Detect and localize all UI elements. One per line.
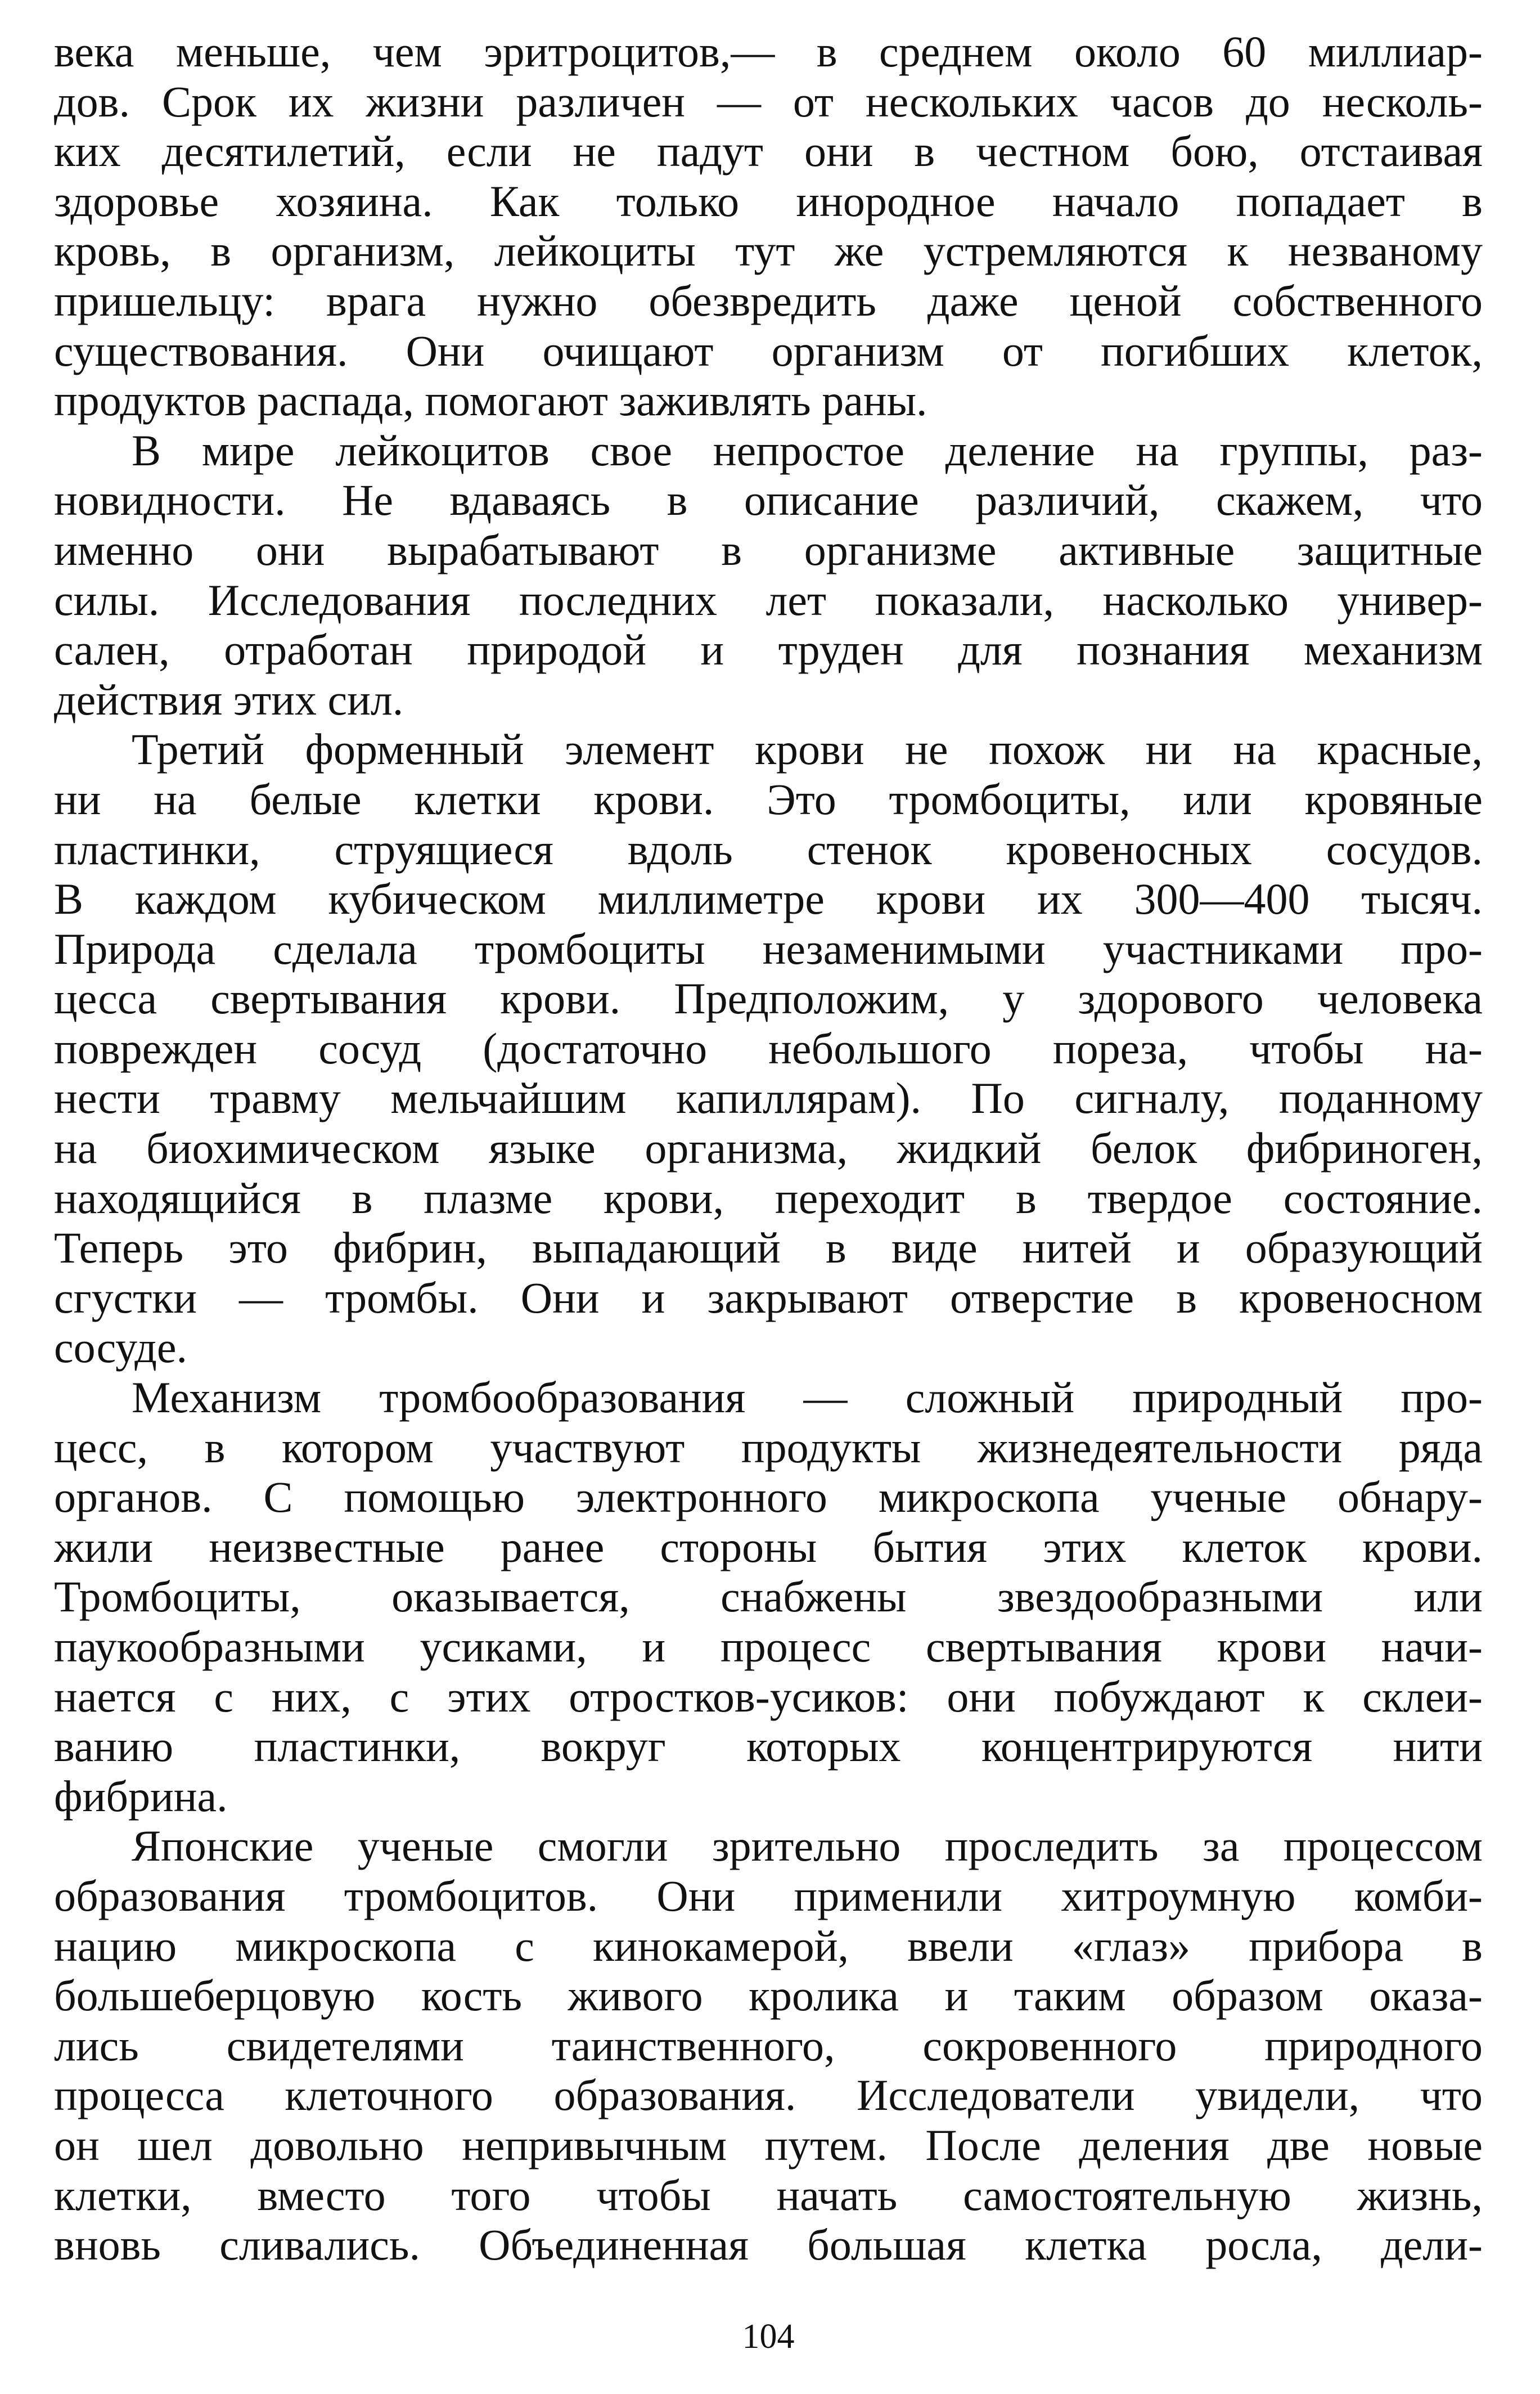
text-line: силы. Исследования последних лет показали, насколько универ- bbox=[54, 575, 1483, 625]
text-line: находящийся в плазме крови, переходит в твердое состояние. bbox=[54, 1173, 1483, 1223]
text-line: здоровье хозяина. Как только инородное начало попадает в bbox=[54, 176, 1483, 226]
text-line: паукообразными усиками, и процесс свертывания крови начи- bbox=[54, 1622, 1483, 1671]
text-line: процесса клеточного образования. Исследователи увидели, что bbox=[54, 2070, 1483, 2120]
text-line: ни на белые клетки крови. Это тромбоциты, или кровяные bbox=[54, 774, 1483, 824]
text-line: цесса свертывания крови. Предположим, у здорового человека bbox=[54, 974, 1483, 1023]
text-line: существования. Они очищают организм от погибших клеток, bbox=[54, 326, 1483, 375]
page-number: 104 bbox=[742, 2317, 795, 2356]
text-line: жили неизвестные ранее стороны бытия этих клеток крови. bbox=[54, 1522, 1483, 1571]
paragraph bbox=[54, 725, 1483, 1373]
text-line: В мире лейкоцитов свое непростое деление на группы, раз- bbox=[132, 425, 1483, 475]
text-line: ванию пластинки, вокруг которых концентрируются нити bbox=[54, 1722, 1483, 1771]
paragraph bbox=[54, 426, 1483, 725]
text-line: пластинки, струящиеся вдоль стенок кровеносных сосудов. bbox=[54, 824, 1483, 874]
text-line: органов. С помощью электронного микроскопа ученые обнару- bbox=[54, 1472, 1483, 1522]
text-line: Теперь это фибрин, выпадающий в виде нитей и образующий bbox=[54, 1223, 1483, 1273]
body-text bbox=[54, 27, 1483, 2270]
text-line: сосуде. bbox=[54, 1323, 188, 1372]
text-line: сален, отработан природой и труден для познания механизм bbox=[54, 625, 1483, 675]
text-line: цесс, в котором участвуют продукты жизнедеятельности ряда bbox=[54, 1422, 1483, 1472]
text-line: поврежден сосуд (достаточно небольшого пореза, чтобы на- bbox=[54, 1023, 1483, 1073]
text-line: В каждом кубическом миллиметре крови их 300—400 тысяч. bbox=[54, 874, 1483, 924]
text-line: Механизм тромбообразования — сложный природный про- bbox=[132, 1373, 1483, 1422]
text-line: нести травму мельчайшим капиллярам). По сигналу, поданному bbox=[54, 1074, 1483, 1123]
text-line: сгустки — тромбы. Они и закрывают отверстие в кровеносном bbox=[54, 1273, 1483, 1322]
text-line: большеберцовую кость живого кролика и таким образом оказа- bbox=[54, 1971, 1483, 2020]
text-line: он шел довольно непривычным путем. После деления две новые bbox=[54, 2120, 1483, 2170]
text-line: ких десятилетий, если не падут они в честном бою, отстаивая bbox=[54, 127, 1483, 176]
text-line: вновь сливались. Объединенная большая клетка росла, дели- bbox=[54, 2220, 1483, 2270]
text-line: клетки, вместо того чтобы начать самостоятельную жизнь, bbox=[54, 2170, 1483, 2220]
text-line: Тромбоциты, оказывается, снабжены звездообразными или bbox=[54, 1572, 1483, 1622]
book-page bbox=[54, 27, 1483, 2368]
paragraph bbox=[54, 1373, 1483, 1821]
text-line: дов. Срок их жизни различен — от нескольких часов до несколь- bbox=[54, 77, 1483, 126]
paragraph bbox=[54, 27, 1483, 426]
text-line: фибрина. bbox=[54, 1771, 228, 1821]
text-line: кровь, в организм, лейкоциты тут же устремляются к незваному bbox=[54, 226, 1483, 276]
text-line: пришельцу: врага нужно обезвредить даже ценой собственного bbox=[54, 276, 1483, 325]
text-line: на биохимическом языке организма, жидкий белок фибриноген, bbox=[54, 1124, 1483, 1173]
text-line: Третий форменный элемент крови не похож ни на красные, bbox=[132, 725, 1483, 774]
text-line: нацию микроскопа с кинокамерой, ввели «глаз» прибора в bbox=[54, 1921, 1483, 1970]
paragraph bbox=[54, 1821, 1483, 2270]
text-line: нается с них, с этих отростков-усиков: они побуждают к склеи- bbox=[54, 1672, 1483, 1721]
text-line: образования тромбоцитов. Они применили хитроумную комби- bbox=[54, 1871, 1483, 1920]
text-line: Природа сделала тромбоциты незаменимыми участниками про- bbox=[54, 924, 1483, 973]
text-line: Японские ученые смогли зрительно проследить за процессом bbox=[132, 1821, 1483, 1871]
text-line: действия этих сил. bbox=[54, 675, 404, 724]
text-line: века меньше, чем эритроцитов,— в среднем около 60 миллиар- bbox=[54, 27, 1483, 76]
text-line: продуктов распада, помогают заживлять раны. bbox=[54, 376, 927, 425]
text-line: именно они вырабатывают в организме активные защитные bbox=[54, 525, 1483, 574]
text-line: новидности. Не вдаваясь в описание различий, скажем, что bbox=[54, 475, 1483, 525]
text-line: лись свидетелями таинственного, сокровенного природного bbox=[54, 2020, 1483, 2070]
